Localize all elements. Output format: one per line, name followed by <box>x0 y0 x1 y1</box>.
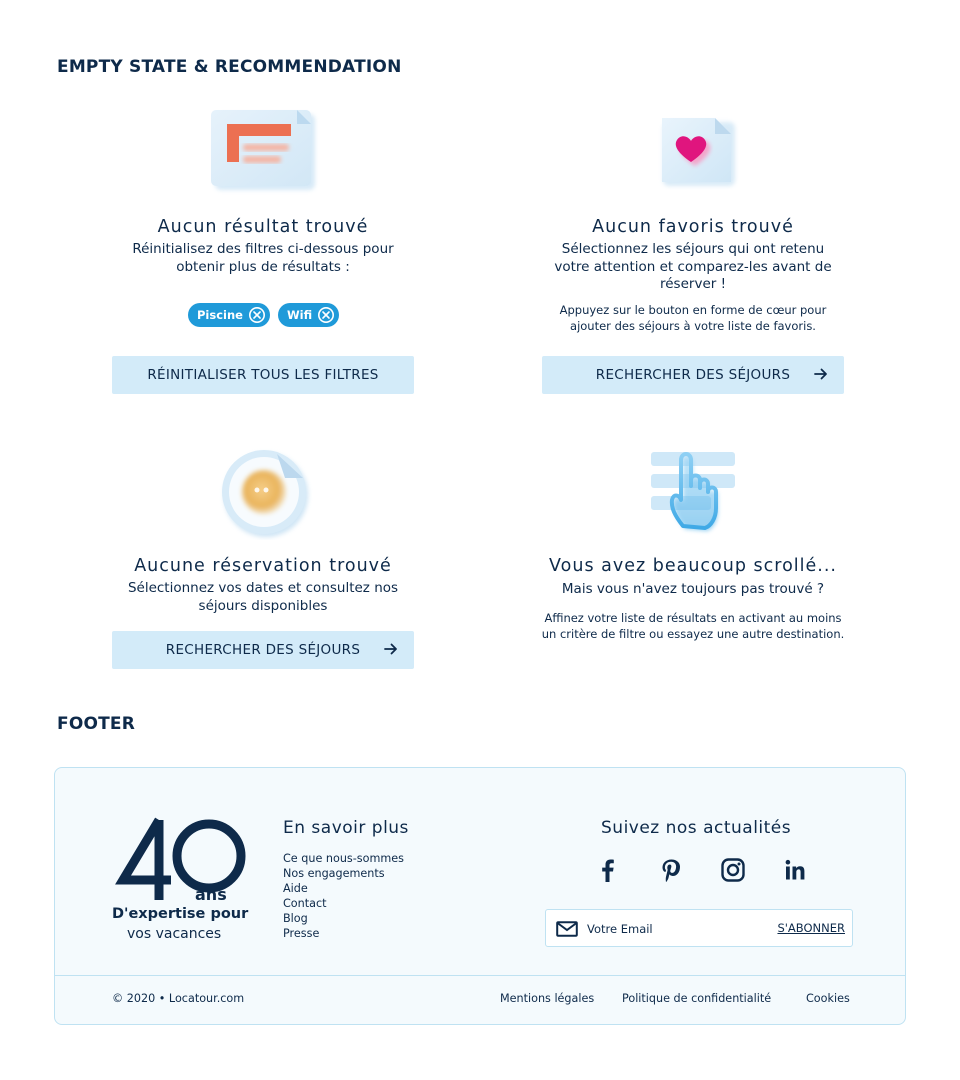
footer-link-press[interactable]: Presse <box>283 927 320 940</box>
legal-link-privacy[interactable]: Politique de confidentialité <box>622 992 772 1005</box>
subscribe-button[interactable]: S'ABONNER <box>777 921 845 935</box>
email-input[interactable]: Votre Email <box>587 922 653 936</box>
logo-ans: ans <box>195 885 227 904</box>
footer-link-commitments[interactable]: Nos engagements <box>283 867 385 880</box>
logo-tagline-2: vos vacances <box>127 926 222 942</box>
card-title: Vous avez beaucoup scrollé... <box>549 556 837 576</box>
empty-state-no-reservation <box>43 440 483 680</box>
footer-link-about[interactable]: Ce que nous-sommes <box>283 852 404 865</box>
reset-filters-button[interactable]: RÉINITIALISER TOUS LES FILTRES <box>112 356 414 394</box>
brand-logo[interactable] <box>111 816 251 946</box>
legal-link-mentions[interactable]: Mentions légales <box>500 992 595 1005</box>
news-heading: Suivez nos actualités <box>601 818 792 838</box>
footer-link-blog[interactable]: Blog <box>283 912 308 925</box>
logo-40-mark <box>115 816 249 906</box>
search-stays-button[interactable]: RECHERCHER DES SÉJOURS <box>112 631 414 669</box>
footer-divider <box>55 975 905 976</box>
pinterest-icon[interactable] <box>657 856 685 884</box>
copyright: © 2020 • Locatour.com <box>112 992 245 1005</box>
card-title: Aucune réservation trouvé <box>134 556 392 576</box>
card-hint: Affinez votre liste de résultats en activant au moins un critère de filtre ou essayez une autre destination. <box>541 611 845 641</box>
footer-link-contact[interactable]: Contact <box>283 897 327 910</box>
document-illustration-icon <box>207 108 331 196</box>
search-stays-button[interactable]: RECHERCHER DES SÉJOURS <box>542 356 844 394</box>
arrow-right-icon <box>384 642 398 656</box>
card-subtitle: Sélectionnez les séjours qui ont retenu votre attention et comparez-les avant de réserver ! <box>554 241 832 292</box>
facebook-icon[interactable] <box>593 856 621 884</box>
card-title: Aucun résultat trouvé <box>157 217 369 237</box>
empty-state-scrolled <box>473 440 913 660</box>
card-title: Aucun favoris trouvé <box>592 217 794 237</box>
card-subtitle: Sélectionnez vos dates et consultez nos séjours disponibles <box>127 580 399 614</box>
mail-icon <box>556 921 578 937</box>
card-subtitle: Réinitialisez des filtres ci-dessous pour obtenir plus de résultats : <box>132 241 394 275</box>
footer-link-help[interactable]: Aide <box>283 882 308 895</box>
section-title-footer: FOOTER <box>57 714 136 734</box>
close-circle-icon[interactable] <box>317 306 335 324</box>
learn-more-heading: En savoir plus <box>283 818 409 838</box>
linkedin-icon[interactable] <box>781 856 809 884</box>
footer <box>54 767 906 1025</box>
legal-link-cookies[interactable]: Cookies <box>806 992 850 1005</box>
close-circle-icon[interactable] <box>248 306 266 324</box>
instagram-icon[interactable] <box>719 856 747 884</box>
learn-more-links <box>283 851 404 941</box>
card-subtitle: Mais vous n'avez toujours pas trouvé ? <box>561 581 825 597</box>
filter-chip-piscine[interactable]: Piscine <box>188 303 270 327</box>
filter-chip-wifi[interactable]: Wifi <box>278 303 339 327</box>
empty-state-no-results <box>43 100 483 400</box>
pointing-hand-illustration-icon <box>645 442 741 538</box>
section-title-empty-state: EMPTY STATE & RECOMMENDATION <box>57 57 402 77</box>
card-hint: Appuyez sur le bouton en forme de cœur pour ajouter des séjours à votre liste de favoris. <box>559 303 827 333</box>
newsletter-form <box>545 909 853 947</box>
sticker-illustration-icon <box>215 444 315 540</box>
empty-state-no-favorites <box>473 100 913 400</box>
arrow-right-icon <box>814 367 828 381</box>
heart-document-illustration-icon <box>655 114 739 190</box>
logo-tagline-1: D'expertise pour <box>112 906 249 922</box>
